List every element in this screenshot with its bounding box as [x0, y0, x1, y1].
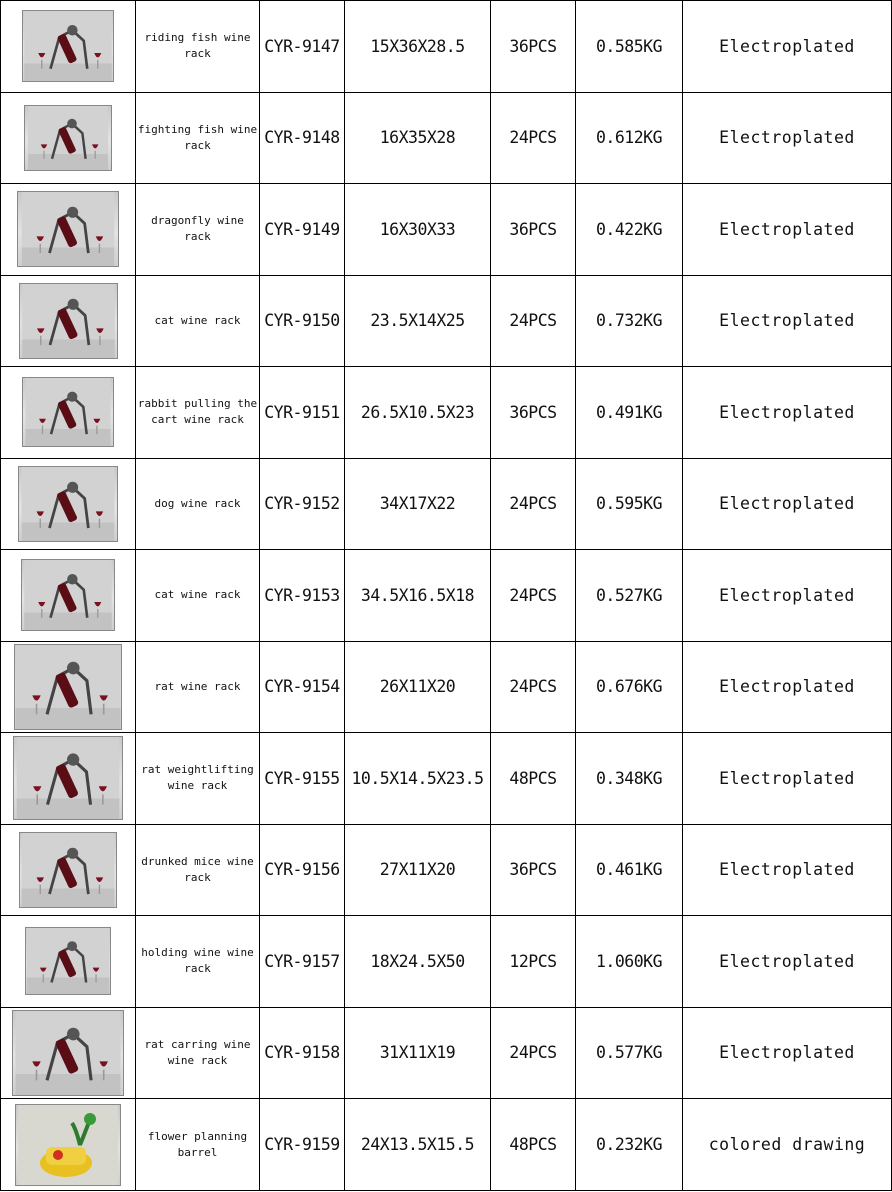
dragonfly-wine-rack-photo: [17, 191, 119, 267]
product-name: cat wine rack: [136, 550, 260, 642]
photo-cell: [1, 550, 136, 642]
product-size: 26X11X20: [345, 641, 491, 733]
table-row: [1, 916, 892, 1008]
product-code: CYR-9148: [260, 92, 345, 184]
product-size: 27X11X20: [345, 824, 491, 916]
product-quantity: 48PCS: [491, 1099, 576, 1191]
product-weight: 0.422KG: [576, 184, 683, 276]
table-row: [1, 184, 892, 276]
wine-rack-drawing: [22, 560, 114, 630]
product-quantity: 36PCS: [491, 367, 576, 459]
product-name: riding fish wine rack: [136, 1, 260, 93]
product-finish: Electroplated: [683, 733, 892, 825]
product-quantity: 48PCS: [491, 733, 576, 825]
product-size: 16X35X28: [345, 92, 491, 184]
product-size: 24X13.5X15.5: [345, 1099, 491, 1191]
figure-wine-rack-photo: [25, 927, 111, 995]
product-finish: Electroplated: [683, 275, 892, 367]
product-name: dragonfly wine rack: [136, 184, 260, 276]
product-finish: Electroplated: [683, 824, 892, 916]
wine-rack-drawing: [18, 192, 118, 266]
product-size: 26.5X10.5X23: [345, 367, 491, 459]
product-size: 18X24.5X50: [345, 916, 491, 1008]
mice-wine-rack-photo: [19, 832, 117, 908]
photo-cell: [1, 1, 136, 93]
cat-wine-rack-photo: [19, 283, 118, 359]
photo-cell: [1, 916, 136, 1008]
table-row: [1, 824, 892, 916]
product-weight: 0.612KG: [576, 92, 683, 184]
table-row: [1, 641, 892, 733]
product-finish: colored drawing: [683, 1099, 892, 1191]
fish-wine-rack-photo: [22, 10, 114, 82]
product-finish: Electroplated: [683, 550, 892, 642]
product-quantity: 24PCS: [491, 550, 576, 642]
product-weight: 0.732KG: [576, 275, 683, 367]
product-code: CYR-9151: [260, 367, 345, 459]
product-size: 23.5X14X25: [345, 275, 491, 367]
product-code: CYR-9152: [260, 458, 345, 550]
product-quantity: 24PCS: [491, 1007, 576, 1099]
photo-cell: [1, 641, 136, 733]
product-weight: 0.527KG: [576, 550, 683, 642]
photo-cell: [1, 184, 136, 276]
product-name: dog wine rack: [136, 458, 260, 550]
photo-cell: [1, 92, 136, 184]
product-code: CYR-9159: [260, 1099, 345, 1191]
product-finish: Electroplated: [683, 1007, 892, 1099]
product-name: flower planning barrel: [136, 1099, 260, 1191]
product-weight: 0.491KG: [576, 367, 683, 459]
dog-wine-rack-photo: [18, 466, 118, 542]
product-finish: Electroplated: [683, 916, 892, 1008]
wine-rack-drawing: [26, 928, 110, 994]
product-quantity: 24PCS: [491, 92, 576, 184]
product-weight: 1.060KG: [576, 916, 683, 1008]
product-size: 15X36X28.5: [345, 1, 491, 93]
wine-rack-drawing: [15, 645, 121, 729]
photo-cell: [1, 1007, 136, 1099]
product-name: fighting fish wine rack: [136, 92, 260, 184]
product-code: CYR-9155: [260, 733, 345, 825]
product-name: rat carring wine wine rack: [136, 1007, 260, 1099]
product-finish: Electroplated: [683, 458, 892, 550]
table-row: [1, 92, 892, 184]
table-row: [1, 733, 892, 825]
wine-rack-drawing: [20, 284, 117, 358]
flower-barrel-photo: [15, 1104, 121, 1186]
product-quantity: 12PCS: [491, 916, 576, 1008]
wine-rack-drawing: [19, 467, 117, 541]
photo-cell: [1, 1099, 136, 1191]
product-size: 34.5X16.5X18: [345, 550, 491, 642]
cat-wine-rack-photo: [21, 559, 115, 631]
product-code: CYR-9156: [260, 824, 345, 916]
rat-wine-rack-photo: [13, 736, 123, 820]
product-finish: Electroplated: [683, 92, 892, 184]
product-quantity: 36PCS: [491, 1, 576, 93]
photo-cell: [1, 367, 136, 459]
product-finish: Electroplated: [683, 184, 892, 276]
wine-rack-drawing: [23, 378, 113, 446]
product-code: CYR-9158: [260, 1007, 345, 1099]
table-row: [1, 550, 892, 642]
product-code: CYR-9149: [260, 184, 345, 276]
fish-wine-rack-photo: [24, 105, 112, 171]
product-name: rat weightlifting wine rack: [136, 733, 260, 825]
photo-cell: [1, 824, 136, 916]
product-code: CYR-9150: [260, 275, 345, 367]
product-finish: Electroplated: [683, 1, 892, 93]
photo-cell: [1, 733, 136, 825]
wine-rack-drawing: [14, 737, 122, 819]
wine-rack-drawing: [20, 833, 116, 907]
product-quantity: 36PCS: [491, 184, 576, 276]
rat-wine-rack-photo: [14, 644, 122, 730]
product-weight: 0.577KG: [576, 1007, 683, 1099]
table-row: [1, 1007, 892, 1099]
table-row: [1, 367, 892, 459]
product-finish: Electroplated: [683, 641, 892, 733]
wine-rack-drawing: [23, 11, 113, 81]
product-weight: 0.585KG: [576, 1, 683, 93]
table-row: [1, 275, 892, 367]
rabbit-wine-rack-photo: [22, 377, 114, 447]
product-weight: 0.348KG: [576, 733, 683, 825]
product-code: CYR-9147: [260, 1, 345, 93]
product-quantity: 36PCS: [491, 824, 576, 916]
photo-cell: [1, 275, 136, 367]
product-size: 10.5X14.5X23.5: [345, 733, 491, 825]
product-weight: 0.676KG: [576, 641, 683, 733]
product-name: holding wine wine rack: [136, 916, 260, 1008]
product-name: rabbit pulling the cart wine rack: [136, 367, 260, 459]
product-weight: 0.232KG: [576, 1099, 683, 1191]
wine-rack-drawing: [13, 1011, 123, 1095]
product-quantity: 24PCS: [491, 275, 576, 367]
product-quantity: 24PCS: [491, 641, 576, 733]
photo-cell: [1, 458, 136, 550]
product-weight: 0.461KG: [576, 824, 683, 916]
product-size: 34X17X22: [345, 458, 491, 550]
product-name: drunked mice wine rack: [136, 824, 260, 916]
product-quantity: 24PCS: [491, 458, 576, 550]
table-row: [1, 1, 892, 93]
product-finish: Electroplated: [683, 367, 892, 459]
product-code: CYR-9157: [260, 916, 345, 1008]
flower-barrel-drawing: [16, 1105, 120, 1185]
product-size: 16X30X33: [345, 184, 491, 276]
product-size: 31X11X19: [345, 1007, 491, 1099]
product-code: CYR-9153: [260, 550, 345, 642]
product-name: cat wine rack: [136, 275, 260, 367]
product-code: CYR-9154: [260, 641, 345, 733]
product-table-body: [1, 1, 892, 1191]
product-name: rat wine rack: [136, 641, 260, 733]
table-row: [1, 458, 892, 550]
wine-rack-drawing: [25, 106, 111, 170]
table-row: [1, 1099, 892, 1191]
product-weight: 0.595KG: [576, 458, 683, 550]
rat-wine-rack-photo: [12, 1010, 124, 1096]
